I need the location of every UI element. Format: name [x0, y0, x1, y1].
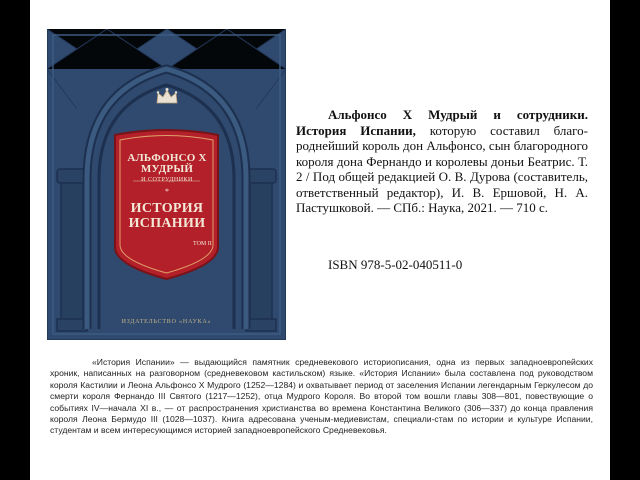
bibliographic-record — [296, 107, 588, 216]
cover-coauthors: И СОТРУДНИКИ — [141, 177, 193, 183]
book-title: Альфонсо Х Мудрый и сотрудники. История Испании, — [296, 107, 588, 138]
cover-publisher: ИЗДАТЕЛЬСТВО «НАУКА» — [121, 319, 212, 325]
isbn: ISBN 978-5-02-040511-0 — [328, 257, 463, 272]
crown-icon — [155, 87, 179, 105]
cover-title: ИСТОРИЯ ИСПАНИИ — [128, 201, 206, 231]
cover-volume: ТОМ II — [193, 241, 212, 247]
cover-author: АЛЬФОНСО Х МУДРЫЙ — [127, 152, 207, 175]
annotation-text: «История Испании» — выдающийся памятник средневекового историописания, одна из первых западноевропейских хроник, написанных на разговорном (средневековом кастильском) языке. «История Испании» была составлена под руководством короля Кастилии и Леона Альфонсо Х Мудрого (1252—1284) и охватывает период от заселения Испании легендарным Геркулесом до смерти короля Фернандо III Святого (1217—1252), отца Мудрого Короля. Во второй том вошли главы 308—801, повествующие о событиях IV—начала XI в., — от распространения христианства во времена Константина Великого (306—337) до конца правления короля Леона Бермудо III (1028—1037). Книга адресована ученым-медиевистам, специали-стам по истории и культуре Испании, студентам и всем интересующимся историей западноевропейского Средневековья. — [50, 357, 593, 436]
book-cover — [47, 29, 286, 340]
cover-ornament — [47, 29, 286, 340]
annotation-paragraph — [50, 357, 593, 437]
book-details: которую составил благо-роднейший король дон Альфонсо, сын благородного короля дона Фернандо и королевы доньи Беатрис. Т. 2 / Под общей редакцией О. В. Дурова (составитель, ответственный редактор), И. В. Ершовой, Н. А. Пастушковой. — СПб.: Наука, 2021. — 710 с. — [296, 122, 588, 215]
cover-star: * — [165, 187, 169, 196]
page — [30, 0, 610, 480]
